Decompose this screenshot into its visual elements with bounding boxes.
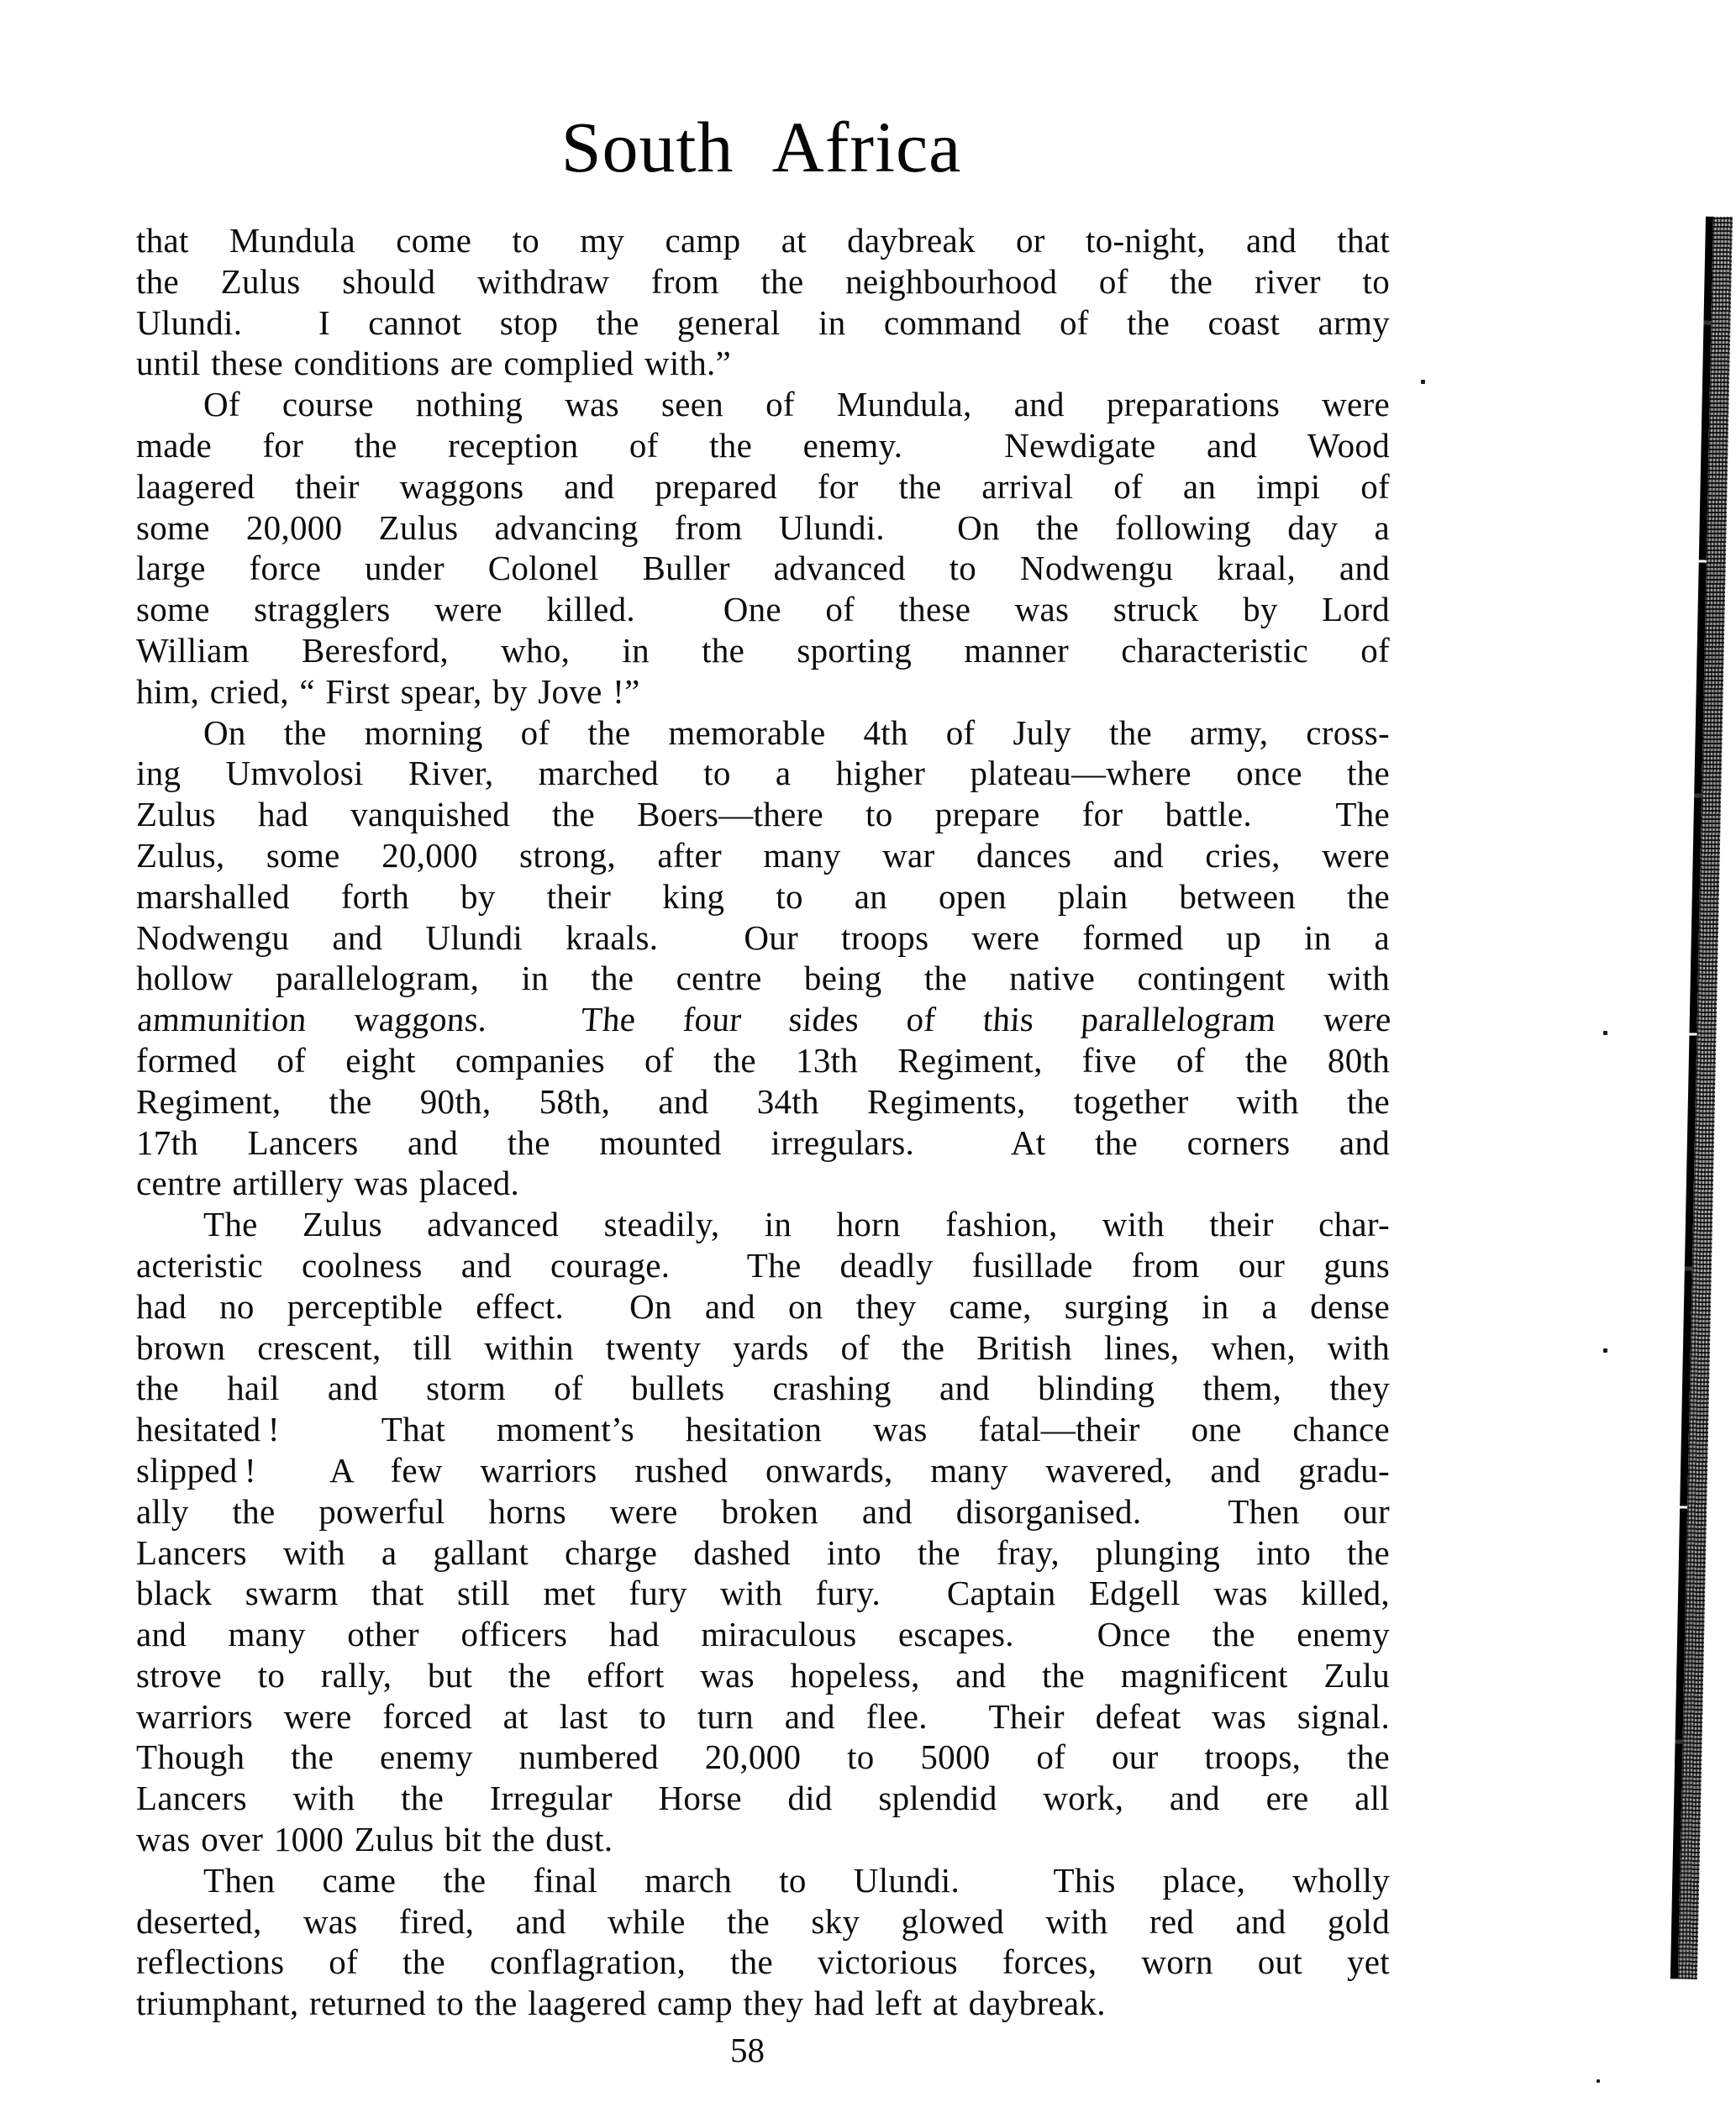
scan-edge-artifact [1670,217,1733,1979]
text-line: some 20,000 Zulus advancing from Ulundi. On the following day a [136,507,1390,547]
text-line: ammunition waggons. The four sides of this parallelogram were [136,1000,1393,1039]
text-line: and many other officers had miraculous escapes. Once the enemy [136,1615,1390,1654]
text-line: Ulundi. I cannot stop the general in command of the coast army [136,302,1390,342]
text-line: hesitated ! That moment’s hesitation was fatal—their one chance [136,1410,1390,1449]
text-line: large force under Colonel Buller advanced to Nodwengu kraal, and [136,549,1390,588]
text-line: Nodwengu and Ulundi kraals. Our troops were formed up in a [136,917,1390,957]
text-line: 17th Lancers and the mounted irregulars. At the corners and [136,1122,1390,1162]
body-text [136,220,1393,2024]
text-line: Zulus, some 20,000 strong, after many war dances and cries, were [136,835,1390,875]
text-line: Though the enemy numbered 20,000 to 5000 of our troops, the [136,1737,1390,1777]
text-line: laagered their waggons and prepared for the arrival of an impi of [136,466,1390,506]
text-line: slipped ! A few warriors rushed onwards, many wavered, and gradu- [136,1450,1390,1490]
text-line: had no perceptible effect. On and on they came, surging in a dense [136,1286,1390,1326]
text-line: The Zulus advanced steadily, in horn fashion, with their char- [203,1205,1390,1244]
text-line: warriors were forced at last to turn and flee. Their defeat was signal. [136,1696,1390,1736]
scan-speck [1421,380,1425,384]
text-line: made for the reception of the enemy. Newdigate and Wood [136,425,1390,465]
text-line: formed of eight companies of the 13th Regiment, five of the 80th [136,1040,1390,1080]
text-line: Lancers with the Irregular Horse did splendid work, and ere all [136,1779,1390,1818]
text-line: brown crescent, till within twenty yards of the British lines, when, with [136,1327,1390,1367]
text-line: hollow parallelogram, in the centre being the native contingent with [136,959,1390,998]
text-line: On the morning of the memorable 4th of July the army, cross- [203,712,1390,752]
text-line: Lancers with a gallant charge dashed into the fray, plunging into the [136,1532,1390,1572]
text-line: Regiment, the 90th, 58th, and 34th Regiments, together with the [136,1081,1390,1121]
scan-speck [1603,1348,1607,1353]
scan-speck [1603,1031,1607,1035]
text-line: black swarm that still met fury with fury. Captain Edgell was killed, [136,1574,1390,1613]
text-line: Zulus had vanquished the Boers—there to prepare for battle. The [136,795,1390,834]
text-line: reflections of the conflagration, the victorious forces, worn out yet [136,1942,1390,1982]
text-line: until these conditions are complied with.” [136,344,732,383]
scan-speck [1597,2079,1600,2083]
page-title: South Africa [560,107,962,187]
text-line: ally the powerful horns were broken and disorganised. Then our [136,1491,1390,1531]
text-line: him, cried, “ First spear, by Jove !” [136,671,640,711]
text-line: was over 1000 Zulus bit the dust. [136,1820,613,1859]
text-line: marshalled forth by their king to an open plain between the [136,876,1390,916]
text-line: acteristic coolness and courage. The deadly fusillade from our guns [136,1245,1390,1285]
text-line: some stragglers were killed. One of these was struck by Lord [136,590,1390,629]
text-line: that Mundula come to my camp at daybreak or to-night, and that [136,221,1390,260]
text-line: the Zulus should withdraw from the neighbourhood of the river to [136,261,1390,301]
text-line: Of course nothing was seen of Mundula, and preparations were [203,385,1390,424]
text-line: the hail and storm of bullets crashing and blinding them, they [136,1369,1390,1408]
text-line: ing Umvolosi River, marched to a higher plateau—where once the [136,754,1390,793]
text-line: Then came the final march to Ulundi. This place, wholly [203,1860,1390,1900]
text-line: centre artillery was placed. [136,1164,520,1203]
text-line: triumphant, returned to the laagered camp they had left at daybreak. [136,1984,1106,2023]
text-line: William Beresford, who, in the sporting manner characteristic of [136,630,1390,670]
text-line: strove to rally, but the effort was hopeless, and the magnificent Zulu [136,1655,1390,1695]
page-number: 58 [730,2031,765,2069]
text-line: deserted, was fired, and while the sky glowed with red and gold [136,1901,1390,1941]
